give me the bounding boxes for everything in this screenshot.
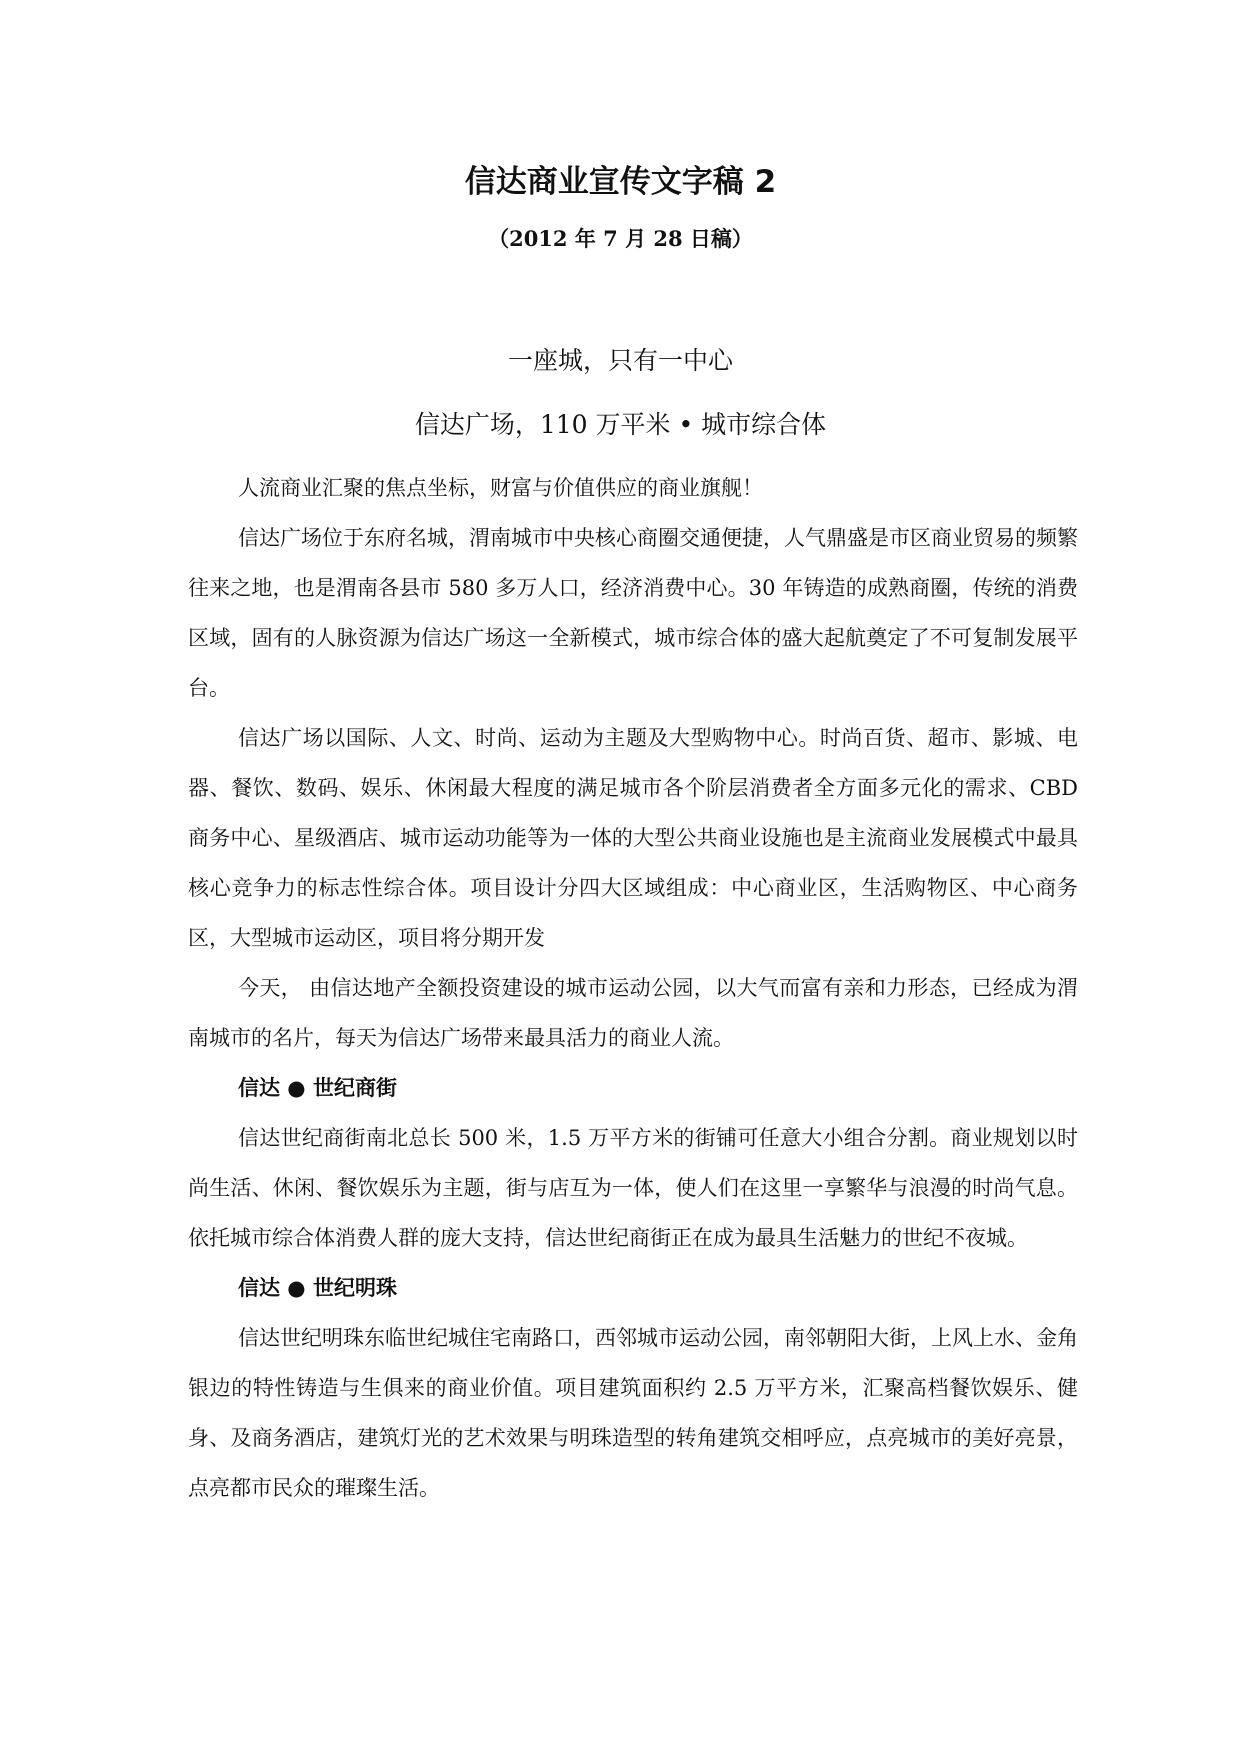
paragraph-century-pearl: 信达世纪明珠东临世纪城住宅南路口，西邻城市运动公园，南邻朝阳大街，上风上水、金角银边的特性铸造与生俱来的商业价值。项目建筑面积约 2.5 万平方米，汇聚高档餐饮娱乐、健身、及商务酒店，建筑灯光的艺术效果与明珠造型的转角建筑交相呼应，点亮城市的美好亮景，点亮都市民众的璀璨生活。 xyxy=(188,1326,1078,1500)
paragraph-location: 信达广场位于东府名城，渭南城市中央核心商圈交通便捷，人气鼎盛是市区商业贸易的频繁往来之地，也是渭南各县市 580 多万人口，经济消费中心。30 年铸造的成熟商圈，传统的消费区域，固有的人脉资源为信达广场这一全新模式，城市综合体的盛大起航奠定了不可复制发展平台。 xyxy=(188,526,1078,700)
slogan-one-city: 一座城，只有一中心 xyxy=(507,346,733,375)
document-title: 信达商业宣传文字稿 2 xyxy=(464,164,777,200)
section-heading-century-street: 信达 ● 世纪商街 xyxy=(238,1076,397,1100)
paragraph-park: 今天， 由信达地产全额投资建设的城市运动公园，以大气而富有亲和力形态，已经成为渭南城市的名片，每天为信达广场带来最具活力的商业人流。 xyxy=(188,976,1078,1050)
section-heading-century-pearl: 信达 ● 世纪明珠 xyxy=(238,1276,397,1300)
paragraph-themes: 信达广场以国际、人文、时尚、运动为主题及大型购物中心。时尚百货、超市、影城、电器、餐饮、数码、娱乐、休闲最大程度的满足城市各个阶层消费者全方面多元化的需求、CBD 商务中心、星级酒店、城市运动功能等为一体的大型公共商业设施也是主流商业发展模式中最具核心竞争力的标志性综合体。项目设计分四大区域组成：中心商业区，生活购物区、中心商务区，大型城市运动区，项目将分期开发 xyxy=(188,726,1078,950)
paragraph-century-street: 信达世纪商街南北总长 500 米，1.5 万平方米的街铺可任意大小组合分割。商业规划以时尚生活、休闲、餐饮娱乐为主题，街与店互为一体，使人们在这里一享繁华与浪漫的时尚气息。依托城市综合体消费人群的庞大支持，信达世纪商街正在成为最具生活魅力的世纪不夜城。 xyxy=(188,1126,1078,1250)
slogan-xinda-plaza: 信达广场，110 万平米 • 城市综合体 xyxy=(414,410,827,439)
paragraph-intro: 人流商业汇聚的焦点坐标，财富与价值供应的商业旗舰！ xyxy=(238,476,763,500)
document-body xyxy=(188,463,1078,1513)
document-date-note: （2012 年 7 月 28 日稿） xyxy=(488,226,753,251)
